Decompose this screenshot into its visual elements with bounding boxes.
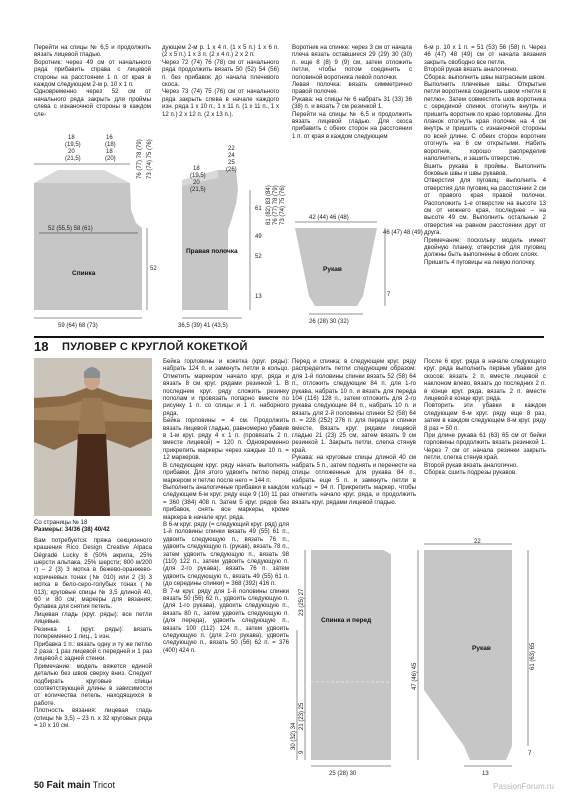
paragraph: При длине рукава 61 (63) 65 см от бейки горловины продолжить вязать резинкой 1. Через 7 см от начала резинки закрыть петли, слегка стянув край.: [424, 432, 546, 462]
dim-label: 20: [68, 149, 75, 155]
paragraph: После 6 круг. ряда в начале следующего круг. ряда выполнить первые убавки для скосов: вязать 2 п. вместе лицевой с наклоном влево, вязать до последних 2 п. в конце круг. ряда, вязать 2 п. вместе лицевой в конце круг. ряда.: [424, 358, 546, 403]
dim-label: 26 (28) 30 (32): [309, 319, 349, 325]
dim-label: 73 (74) 75 (76): [280, 185, 286, 225]
paragraph: дующем 2-м р. 1 х 4 п. (1 х 5 п.) 1 х 6 п. (2 х 5 п.) 1 х 3 п. (2 х 4 п.) 2 х 2 п.: [162, 44, 279, 59]
paragraph: Резинка 1 (круг. ряды): вязать попеременно 1 лиц., 1 изн.: [34, 625, 152, 641]
dim-label: 13: [482, 771, 489, 777]
dim-label: 73 (74) 75 (76): [147, 139, 153, 179]
paragraph: Вам потребуется: пряжа секционного крашения Rico Design Creative Alpaca Dégradé Lucky 8 (50% акрила, 25% шерсти альпака, 25% шерсти; 800 м/200 г) – 2 (3) 3 мотка в бежево-оранжево-коричневых тонах (№ 010) или 2 (3) 3 мотка в бело-серо-голубых тонах (№ 013); круговые спицы № 3,5 длиной 40, 60 и 80 см; маркеры для вязания; булавка для снятия петель.: [34, 536, 152, 611]
section-title: ПУЛОВЕР С КРУГЛОЙ КОКЕТКОЙ: [62, 341, 248, 353]
dim-label: 76 (77) 78 (79): [273, 185, 279, 225]
dim-label: (20): [105, 156, 116, 162]
dim-label: 81 (82) 83 (84): [266, 185, 272, 225]
schematic-sleeve-top: [285, 206, 425, 332]
paragraph: Рукава: на спицы № 6 набрать 31 (33) 36 (38) п. и вязать 7 см резинкой 1.: [292, 95, 412, 111]
bottom-col-2: [163, 358, 289, 654]
dim-label: 25: [228, 160, 235, 166]
paragraph: Воротник на спинке: через 3 см от начала плеча вязать оставшиеся 29 (29) 30 (30) п. еще 8 (8) 9 (9) см, затем отложить петли, чтобы потом соединить с половиной воротника левой полочки.: [292, 44, 412, 81]
paragraph: Перед и спинка: в следующем круг. ряду распределить петли следующим образом: для 1-й половины спинки вязать 52 (58) 64 п., отложить следующие 84 п. для 1-го рукава, набрать 10 п. и вязать для переда 104 (116) 128 п., затем отложить для 2-го рукава следующие 84 п., набрать 10 п. и вязать для 2-й половины спинки 52 (58) 64 п. = 228 (252) 276 п. для переда и спинки вместе. Вязать круг. рядами лицевой гладью 21 (23) 25 см, затем вязать 9 см резинкой 1. Закрыть петли, слегка стянув край.: [292, 358, 416, 454]
top-col-2: [162, 44, 279, 118]
dim-label: (18): [105, 142, 116, 148]
piece-name: Спинка: [72, 270, 96, 277]
watermark: PassionForum.ru: [493, 782, 554, 791]
dim-label: 25 (28) 30: [329, 771, 357, 777]
dim-label: 61: [255, 206, 262, 212]
dim-label: 52: [150, 266, 157, 272]
dim-label: 20: [193, 180, 200, 186]
dim-label: 18: [68, 135, 75, 141]
dim-label: 24: [228, 153, 235, 159]
photo-illustration: [34, 358, 152, 516]
paragraph: Пришить 4 пуговицы на левую полочку.: [424, 258, 536, 266]
top-col-4: [424, 44, 546, 266]
section-heading: [34, 336, 544, 352]
piece-name: Рукав: [472, 645, 491, 652]
photo-caption: Со страницы № 18: [34, 519, 88, 526]
dim-label: 61 (63) 65: [530, 642, 536, 670]
dim-label: 7: [528, 751, 532, 757]
top-col-1: [34, 44, 151, 118]
paragraph: Перейти на спицы № 6,5 и продолжить вязать лицевой гладью. Для скоса прибавить с обеих сторон на расстоянии 1 п. от края в каждом следующем: [292, 110, 412, 140]
dim-label: 23 (25) 27: [299, 588, 305, 616]
paragraph: Сборка: выполнить швы матрасным швом. Выполнить плечевые швы. Открытые петли воротника соединить швом «петля в петлю». Затем совместить шов воротника с серединой спинки, отогнуть внутрь и пришить воротник по краю горловины. Для планок отогнуть края полочек на 4 см внутрь и пришить с изнаночной стороны по всей длине. С обеих сторон воротник отогнуть на 6 см открытыми. Набить воротник, хорошо распределив наполнитель, и зашить отверстие.: [424, 73, 546, 163]
paragraph: Левая полочка: вязать симметрично правой полочке.: [292, 81, 412, 96]
piece-name: Правая полочка: [186, 248, 238, 255]
piece-name: Рукав: [323, 266, 342, 273]
dim-label: 21 (23) 25: [299, 702, 305, 730]
dim-label: 18: [193, 166, 200, 172]
paragraph: Сборка: сшить подрезы рукавов.: [424, 469, 517, 477]
dim-label: 16: [106, 135, 113, 141]
paragraph: Прибавка 1 п.: вязать одну и ту же петлю 2 раза: 1 раз лицевой с передней и 1 раз лицевой с задней стенки.: [34, 640, 152, 663]
paragraph: Через 73 (74) 75 (76) см от начального ряда закрыть слева в начале каждого изн. ряда 1 х 10 п., 1 х 11 п. (1 х 11 п., 1 х 12 п.) 2 х 12 п. (2 х 13 п.).: [162, 88, 279, 118]
paragraph: Вшить рукава в проймы. Выполнить боковые швы и швы рукавов.: [424, 162, 546, 177]
paragraph: Примечание: поскольку модель имеет двойную планку, отверстия для пуговиц должны быть выполнены в обоих слоях.: [424, 236, 546, 259]
paragraph: В следующем круг. ряду начать выполнять прибавки. Для этого удвоить петлю перед маркером и петлю после него = 144 п.: [163, 461, 289, 484]
paragraph: Бейка горловины и кокетка (круг. ряды): набрать 124 п. и замкнуть петли в кольцо. Отметить маркером начало круг. ряда и вязать 8 см круг. рядами резинкой 1. В последнем круг. ряду сложить резинку пополам и провязать попарно вместе по рисунку 1 п. со спицы и 1 п. наборного ряда.: [163, 358, 289, 417]
page-number: 50: [34, 780, 45, 790]
paragraph: Второй рукав вязать аналогично.: [424, 461, 518, 469]
paragraph: Отверстия для пуговиц: выполнить 4 отверстия для пуговиц на расстоянии 2 см от правого края правой полочки. Расположить 1-е отверстие на высоте 13 см от нижнего края, последнее – на высоте 49 см. Выполнить остальные 2 отверстия на равном расстоянии друг от друга.: [424, 177, 546, 237]
dim-label: 59 (64) 68 (73): [58, 323, 98, 329]
section-number: 18: [34, 339, 49, 354]
paragraph: Плотность вязания: лицевая гладь (спицы № 3,5) – 23 п. х 32 круговых ряда = 10 х 10 см.: [34, 707, 152, 729]
magazine-title: Fait main: [46, 780, 91, 791]
dim-label: 47 (46) 45: [412, 662, 418, 690]
bottom-col-3: [292, 358, 416, 506]
dim-label: (26): [226, 167, 237, 173]
dim-label: 22: [228, 146, 235, 152]
dim-label: 9: [299, 750, 305, 754]
paragraph: 6-м р. 10 х 1 п. = 51 (53) 56 (58) п. Через 46 (47) 48 (49) см от начала вязания закрыть свободно все петли.: [424, 44, 546, 66]
paragraph: Примечание: модель вяжется единой деталью без швов сверху вниз. Следует подбирать круговые спицы соответствующей длины в зависимости от количества петель, находящихся в работе.: [34, 662, 152, 707]
bottom-col-4: [424, 358, 546, 477]
paragraph: Одновременно через 52 см от начального ряда закрыть для проймы слева с изнаночной стороны в каждом сле-: [34, 88, 151, 118]
bottom-col-1: [34, 519, 152, 729]
dim-label: (19,5): [190, 173, 206, 179]
top-col-3: [292, 44, 412, 140]
magazine-subtitle: Tricot: [92, 780, 115, 790]
paragraph: Бейка горловины = 4 см. Продолжить вязать лицевой гладью, равномерно убавив в 1-м круг. ряду 4 х 1 п. (провязать 2 п. вместе лицевой) = 120 п. Одновременно прикрепить маркеры через каждые 10 п. = 12 маркеров.: [163, 417, 289, 462]
dim-label: 42 (44) 46 (48): [309, 215, 349, 221]
paragraph: Второй рукав вязать аналогично.: [424, 66, 518, 74]
paragraph: Выполнить аналогичные прибавки в каждом следующем 6-м круг. ряду еще 9 (10) 11 раз = 360 (384) 408 п. Затем 5 круг. рядов без прибавок, снять все маркеры, кроме маркера в начале круг. ряда.: [163, 483, 289, 521]
paragraph: Воротник: через 49 см от начального ряда прибавить справа с лицевой стороны на расстоянии 1 п. от края в каждом следующем 2-м р. 10 х 1 п.: [34, 58, 151, 89]
paragraph: В 7-м круг. ряду для 1-й половины спинки вязать 50 (56) 62 п., удвоить следующую п. (для 1-го рукава), удвоить следующую п., вязать 80 п., затем удвоить следующую п. (для переда), удвоить следующую п., вязать 100 (112) 124 п., затем удвоить следующую п. (для 2-го рукава), удвоить следующую п., вязать 50 (56) 62 п. = 376 (400) 424 п.: [163, 587, 289, 654]
paragraph: Через 72 (74) 76 (78) см от начального ряда продолжить вязать 50 (52) 54 (56) п. без прибавок до начала плечевого скоса.: [162, 58, 279, 89]
dim-label: 76 (77) 78 (79): [137, 139, 143, 179]
piece-name: Спинка и перед: [321, 617, 372, 624]
dim-label: 52: [255, 254, 262, 260]
paragraph: Перейти на спицы № 6,5 и продолжить вязать лицевой гладью.: [34, 44, 151, 59]
dim-label: 22: [474, 539, 481, 545]
dim-label: (21,5): [190, 187, 206, 193]
model-photo: [34, 358, 152, 516]
paragraph: Повторить эти убавки в каждом следующем 6-м круг. ряду еще 8 раз, затем в каждом следующем 8-м круг. ряду 8 раз = 50 п.: [424, 402, 546, 432]
dim-label: 18: [106, 149, 113, 155]
dim-label: (21,5): [65, 156, 81, 162]
dim-label: 36,5 (39) 41 (43,5): [178, 323, 228, 329]
dim-label: 49: [255, 234, 262, 240]
paragraph: Рукава: на круговые спицы длиной 40 см набрать 5 п., затем поднять и перенести на спицы отложенные для рукава 84 п., набрать еще 5 п. и замкнуть петли в кольцо = 94 п. Прикрепить маркер, чтобы отметить начало круг. ряда, и продолжить вязать круг. рядами лицевой гладью.: [292, 454, 416, 506]
dim-label: 46 (47) 48 (49): [383, 230, 423, 236]
schematic-right-front: [178, 130, 288, 330]
dim-label: 13: [255, 294, 262, 300]
schematic-back: [34, 130, 164, 330]
paragraph: В 6-м круг. ряду (= следующий круг. ряд) для 1-й половины спинки вязать 49 (55) 61 п., удвоить следующую п., вязать 76 п., удвоить следующую п. (рукав), вязать 78 п., затем удвоить следующую п., вязать 98 (110) 122 п., затем удвоить следующую п. (для 2-го рукава), вязать 76 п. затем удвоить следующую п., вязать 49 (55) 61 п. (до середины спинки) = 368 (392) 416 п.: [163, 520, 289, 588]
page-footer: [34, 780, 115, 791]
dim-label: 30 (32) 34: [291, 722, 297, 750]
schematic-sleeve-bottom: [410, 540, 550, 778]
sizes: Размеры: 34/36 (38) 40/42: [34, 526, 110, 534]
dim-label: 7: [387, 292, 391, 298]
paragraph: Лицевая гладь (круг. ряды): все петли лицевые.: [34, 610, 152, 626]
dim-label: 52 (55,5) 58 (61): [48, 226, 93, 232]
dim-label: (19,5): [65, 142, 81, 148]
